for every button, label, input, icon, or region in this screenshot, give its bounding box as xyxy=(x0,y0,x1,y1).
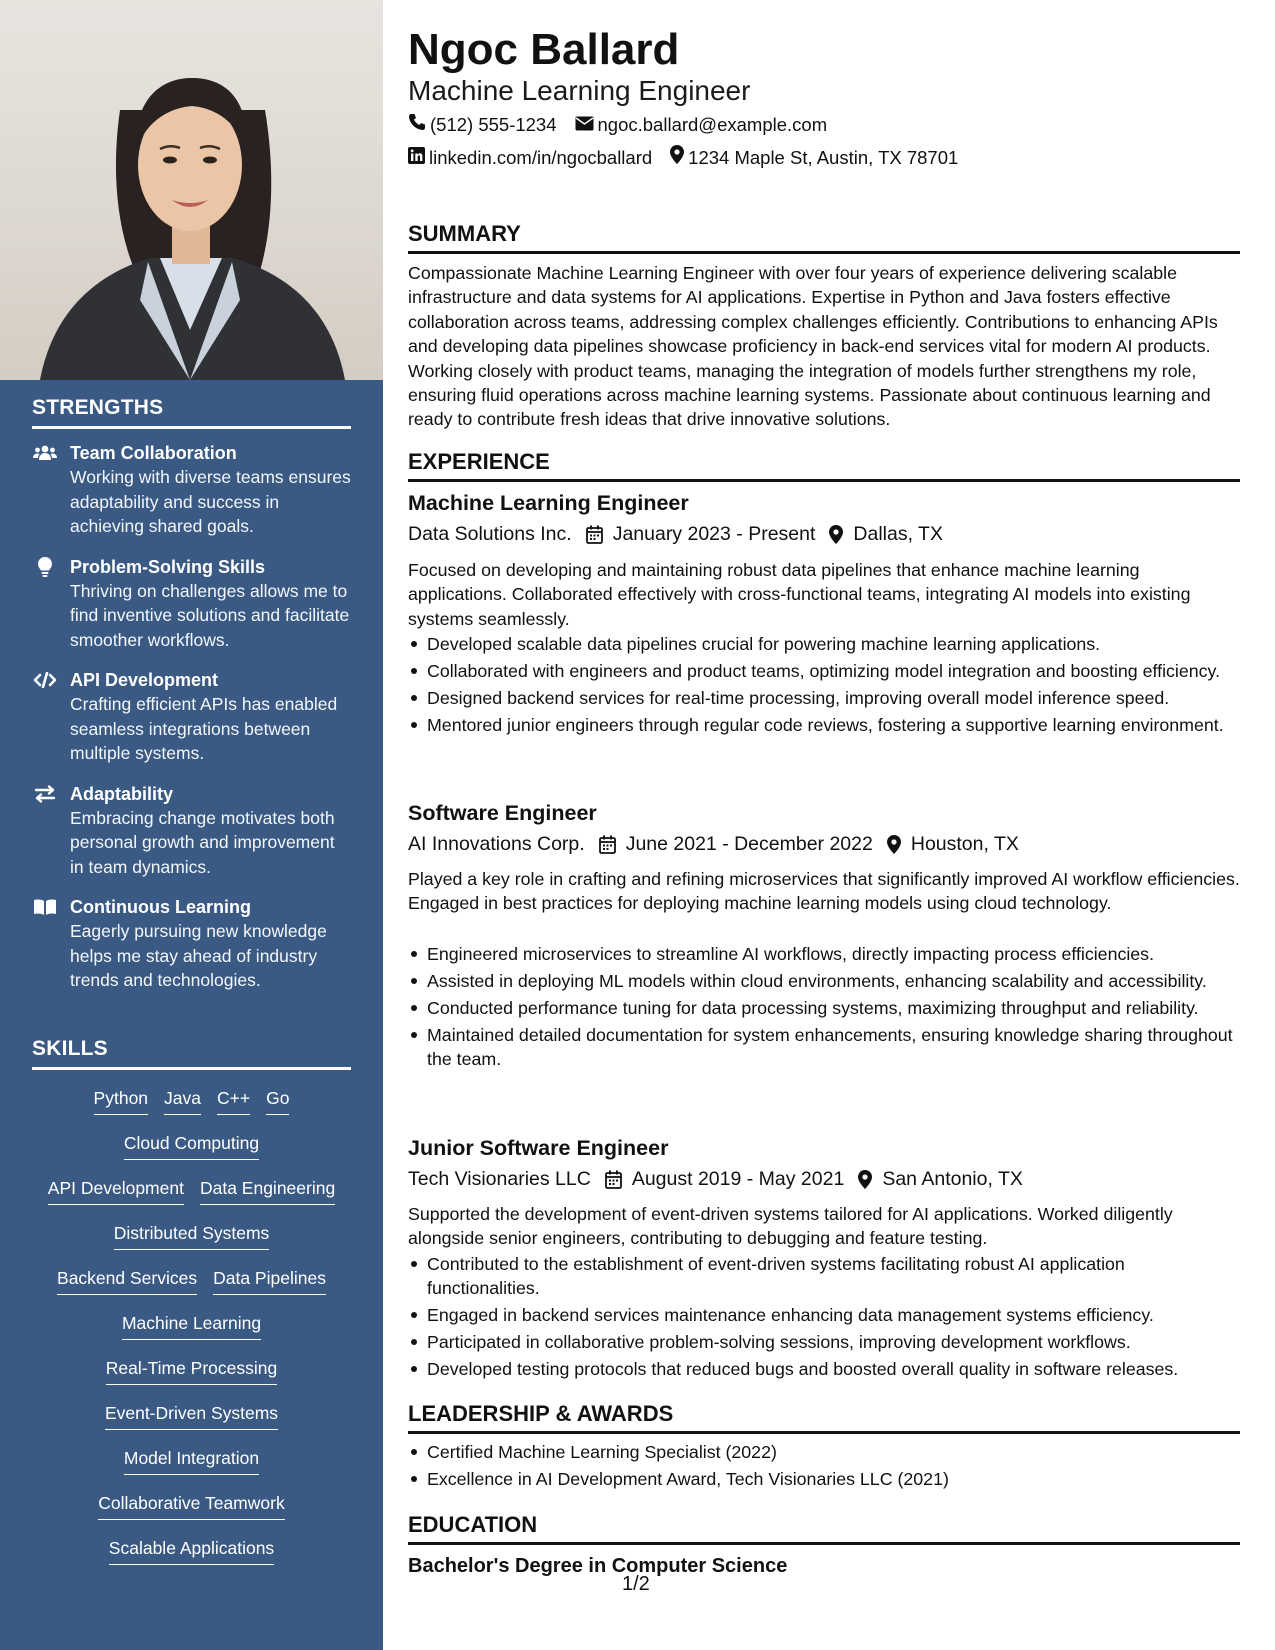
strength-description: Thriving on challenges allows me to find inventive solutions and facilitate smoother workflows. xyxy=(70,580,350,650)
phone-contact[interactable] xyxy=(408,113,557,137)
list-item: Engaged in backend services maintenance enhancing data management systems efficiency. xyxy=(408,1303,1240,1327)
job-bullets xyxy=(408,942,1240,1074)
linkedin-text: linkedin.com/in/ngocballard xyxy=(429,146,653,168)
calendar-icon xyxy=(586,525,603,544)
strength-description: Embracing change motivates both personal growth and improvement in team dynamics. xyxy=(70,807,335,877)
strength-title: Problem-Solving Skills xyxy=(70,556,266,577)
job-bullets xyxy=(408,1252,1240,1384)
linkedin-contact[interactable] xyxy=(408,146,652,170)
calendar-icon xyxy=(599,835,616,854)
skill-tag: Machine Learning xyxy=(122,1311,261,1340)
job-meta xyxy=(408,1166,1023,1192)
job-meta xyxy=(408,521,943,547)
list-item: Contributed to the establishment of event-driven systems facilitating robust AI application functionalities. xyxy=(408,1252,1240,1301)
list-item: Engineered microservices to streamline AI workflows, directly impacting process efficiencies. xyxy=(408,942,1240,966)
address-contact xyxy=(670,145,958,170)
skill-tag: Event-Driven Systems xyxy=(105,1401,278,1430)
strength-item xyxy=(32,895,351,993)
list-item: Participated in collaborative problem-solving sessions, improving development workflows. xyxy=(408,1330,1240,1354)
list-item: Mentored junior engineers through regular code reviews, fostering a supportive learning environment. xyxy=(408,713,1240,737)
degree-title: Bachelor's Degree in Computer Science xyxy=(408,1555,788,1577)
list-item: Excellence in AI Development Award, Tech Visionaries LLC (2021) xyxy=(408,1467,1240,1491)
job-title: Machine Learning Engineer xyxy=(408,491,689,515)
strengths-section xyxy=(32,395,351,1009)
job-title: Software Engineer xyxy=(408,801,597,825)
job-dates: January 2023 - Present xyxy=(612,523,816,545)
list-item: Designed backend services for real-time processing, improving overall model inference speed. xyxy=(408,686,1240,710)
skill-tag: Real-Time Processing xyxy=(106,1356,278,1385)
code-icon xyxy=(32,670,58,690)
awards-list xyxy=(408,1440,1240,1494)
strength-description: Eagerly pursuing new knowledge helps me stay ahead of industry trends and technologies. xyxy=(70,921,327,990)
company-name: Tech Visionaries LLC xyxy=(408,1168,591,1190)
job-meta xyxy=(408,831,1019,857)
list-item: Conducted performance tuning for data processing systems, maximizing throughput and reliability. xyxy=(408,996,1240,1020)
users-icon xyxy=(32,443,58,463)
skill-tag: API Development xyxy=(48,1176,184,1205)
skill-tag: Scalable Applications xyxy=(109,1536,274,1565)
strength-title: Team Collaboration xyxy=(70,443,237,463)
contact-row xyxy=(408,145,958,170)
lightbulb-icon xyxy=(32,557,58,577)
skill-tag: Backend Services xyxy=(57,1266,197,1295)
job-location: Houston, TX xyxy=(910,833,1019,855)
profile-photo xyxy=(0,0,383,380)
phone-text: (512) 555-1234 xyxy=(430,114,557,135)
list-item: Assisted in deploying ML models within cloud environments, enhancing scalability and accessibility. xyxy=(408,969,1240,993)
job-location: San Antonio, TX xyxy=(882,1168,1023,1190)
phone-icon xyxy=(408,113,426,137)
awards-heading: LEADERSHIP & AWARDS xyxy=(408,1400,1240,1434)
summary-heading: SUMMARY xyxy=(408,220,1240,254)
map-pin-icon xyxy=(887,835,901,854)
strength-title: API Development xyxy=(70,670,219,690)
job-title: Junior Software Engineer xyxy=(408,1136,669,1160)
strength-title: Adaptability xyxy=(70,783,174,804)
skills-heading: SKILLS xyxy=(32,1036,351,1070)
strengths-heading: STRENGTHS xyxy=(32,395,351,429)
strength-title: Continuous Learning xyxy=(70,897,251,917)
contact-row xyxy=(408,113,827,137)
email-contact[interactable] xyxy=(575,113,828,137)
strength-item xyxy=(32,668,351,766)
skill-tag: Data Engineering xyxy=(200,1176,335,1205)
candidate-name: Ngoc Ballard xyxy=(408,25,680,74)
map-pin-icon xyxy=(670,145,684,170)
calendar-icon xyxy=(605,1170,622,1189)
page-number: 1/2 xyxy=(622,1573,650,1595)
skill-tag: Data Pipelines xyxy=(213,1266,326,1295)
exchange-icon xyxy=(32,784,58,804)
sidebar xyxy=(0,0,383,1650)
linkedin-icon xyxy=(408,146,425,170)
address-text: 1234 Maple St, Austin, TX 78701 xyxy=(688,146,959,168)
skill-tag: Go xyxy=(266,1086,289,1115)
skill-tag: Model Integration xyxy=(124,1446,259,1475)
company-name: Data Solutions Inc. xyxy=(408,523,572,545)
strength-item xyxy=(32,441,351,539)
list-item: Developed scalable data pipelines crucial for powering machine learning applications. xyxy=(408,632,1240,656)
list-item: Certified Machine Learning Specialist (2022) xyxy=(408,1440,1240,1464)
list-item: Developed testing protocols that reduced bugs and boosted overall quality in software releases. xyxy=(408,1357,1240,1381)
skill-tag: C++ xyxy=(217,1086,250,1115)
skills-section xyxy=(32,1036,351,1581)
book-icon xyxy=(32,897,58,917)
skill-tag: Cloud Computing xyxy=(124,1131,259,1160)
job-description: Played a key role in crafting and refining microservices that significantly improved AI workflow efficiencies. Engaged in best practices for deploying machine learning models using cloud technology. xyxy=(408,869,1240,914)
map-pin-icon xyxy=(858,1170,872,1189)
job-description: Supported the development of event-driven systems tailored for AI applications. Worked diligently alongside senior engineers, contributing to debugging and feature testing. xyxy=(408,1204,1173,1249)
strength-description: Working with diverse teams ensures adaptability and success in achieving shared goals. xyxy=(70,467,351,536)
company-name: AI Innovations Corp. xyxy=(408,833,585,855)
job-dates: June 2021 - December 2022 xyxy=(625,833,873,855)
skill-tag: Python xyxy=(94,1086,148,1115)
strength-item xyxy=(32,782,351,880)
job-location: Dallas, TX xyxy=(853,523,943,545)
education-heading: EDUCATION xyxy=(408,1511,1240,1545)
candidate-role: Machine Learning Engineer xyxy=(408,75,751,106)
strength-description: Crafting efficient APIs has enabled seamless integrations between multiple systems. xyxy=(70,694,338,763)
envelope-icon xyxy=(575,113,594,137)
list-item: Maintained detailed documentation for system enhancements, ensuring knowledge sharing throughout the team. xyxy=(408,1023,1240,1072)
list-item: Collaborated with engineers and product teams, optimizing model integration and boosting efficiency. xyxy=(408,659,1240,683)
skill-tag: Java xyxy=(164,1086,201,1115)
map-pin-icon xyxy=(829,525,843,544)
job-bullets xyxy=(408,632,1240,740)
experience-heading: EXPERIENCE xyxy=(408,448,1240,482)
summary-text: Compassionate Machine Learning Engineer with over four years of experience delivering scalable infrastructure and data systems for AI applications. Expertise in Python and Java fosters effective collaboration across teams, addressing complex challenges efficiently. Contributions to enhancing APIs and developing data pipelines showcase proficiency in back-end services vital for modern AI products. Working closely with product teams, managing the integration of models further strengthens my role, ensuring fluid operations across machine learning systems. Passionate about continuous learning and ready to contribute fresh ideas that drive innovative solutions. xyxy=(408,263,1218,430)
skill-tag: Distributed Systems xyxy=(114,1221,270,1250)
strength-item xyxy=(32,555,351,653)
job-dates: August 2019 - May 2021 xyxy=(631,1168,845,1190)
skill-tag: Collaborative Teamwork xyxy=(98,1491,284,1520)
job-description: Focused on developing and maintaining robust data pipelines that enhance machine learning applications. Collaborated effectively with cross-functional teams, integrating AI models into existing systems seamlessly. xyxy=(408,560,1191,629)
email-text: ngoc.ballard@example.com xyxy=(597,114,828,135)
